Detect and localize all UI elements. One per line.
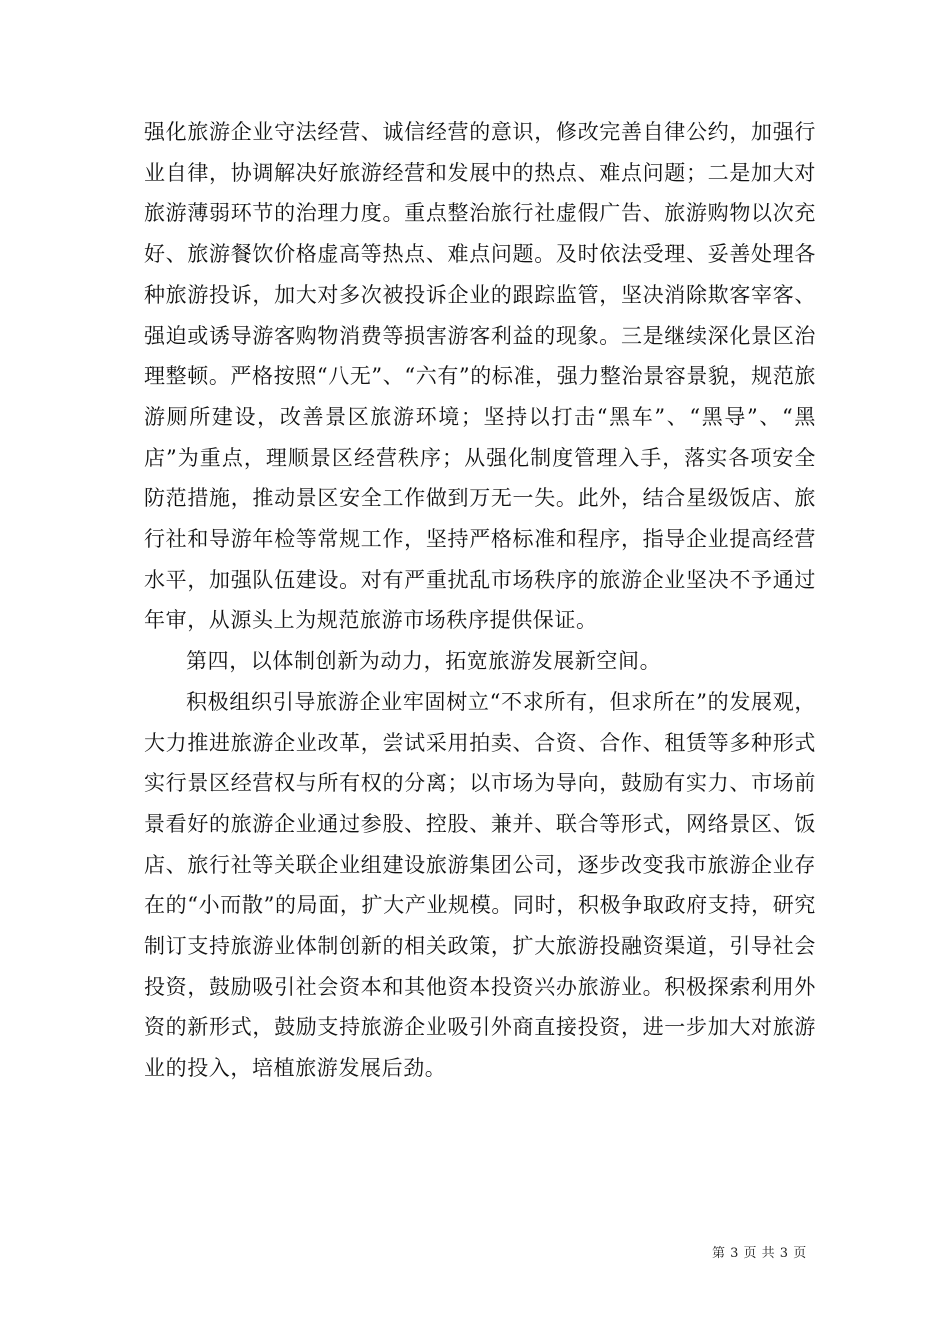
paragraph-continuation: 强化旅游企业守法经营、诚信经营的意识，修改完善自律公约，加强行业自律，协调解决好旅游经营和发展中的热点、难点问题；二是加大对旅游薄弱环节的治理力度。重点整治旅行社虚假广告、旅游购物以次充好、旅游餐饮价格虚高等热点、难点问题。及时依法受理、妥善处理各种旅游投诉，加大对多次被投诉企业的跟踪监管，坚决消除欺客宰客、强迫或诱导游客购物消费等损害游客利益的现象。三是继续深化景区治理整顿。严格按照“八无”、“六有”的标准，强力整治景容景貌，规范旅游厕所建设，改善景区旅游环境；坚持以打击“黑车”、“黑导”、“黑店”为重点，理顺景区经营秩序；从强化制度管理入手，落实各项安全防范措施，推动景区安全工作做到万无一失。此外，结合星级饭店、旅行社和导游年检等常规工作，坚持严格标准和程序，指导企业提高经营水平，加强队伍建设。对有严重扰乱市场秩序的旅游企业坚决不予通过年审，从源头上为规范旅游市场秩序提供保证。 [144, 120, 816, 633]
body-text [144, 112, 816, 1089]
section-heading-fourth: 第四，以体制创新为动力，拓宽旅游发展新空间。 [186, 649, 662, 674]
page-number: 第 3 页 共 3 页 [712, 1246, 807, 1261]
paragraph-institutional-innovation: 积极组织引导旅游企业牢固树立“不求所有，但求所在”的发展观，大力推进旅游企业改革，尝试采用拍卖、合资、合作、租赁等多种形式实行景区经营权与所有权的分离；以市场为导向，鼓励有实力、市场前景看好的旅游企业通过参股、控股、兼并、联合等形式，网络景区、饭店、旅行社等关联企业组建设旅游集团公司，逐步改变我市旅游企业存在的“小而散”的局面，扩大产业规模。同时，积极争取政府支持，研究制订支持旅游业体制创新的相关政策，扩大旅游投融资渠道，引导社会投资，鼓励吸引社会资本和其他资本投资兴办旅游业。积极探索利用外资的新形式，鼓励支持旅游企业吸引外商直接投资，进一步加大对旅游业的投入，培植旅游发展后劲。 [144, 689, 816, 1081]
